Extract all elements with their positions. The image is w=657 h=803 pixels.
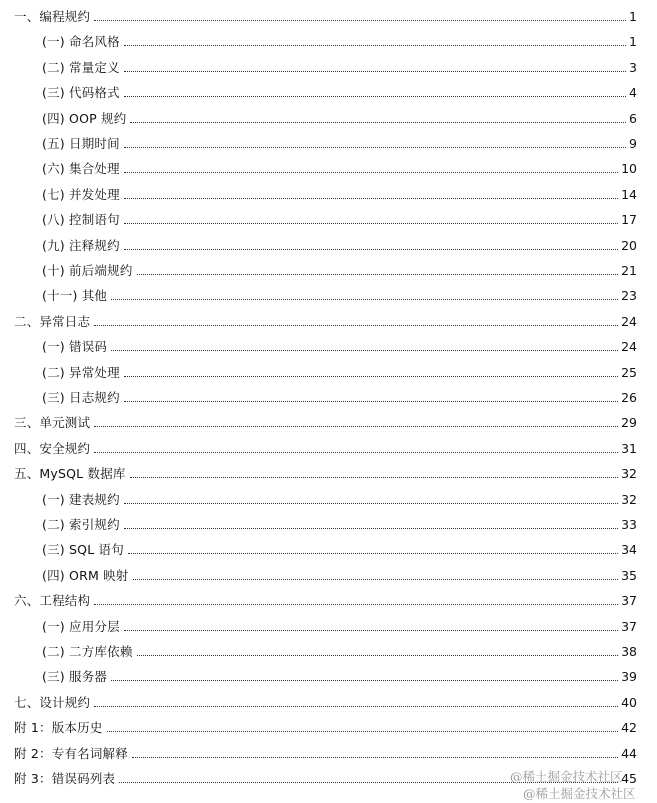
toc-entry-page-number: 33 <box>621 517 637 532</box>
toc-entry[interactable] <box>42 56 637 76</box>
toc-entry-title: (二) 索引规约 <box>42 517 120 532</box>
toc-entry[interactable] <box>42 157 637 177</box>
toc-dot-leader <box>124 146 626 148</box>
toc-entry-title: (一) 错误码 <box>42 339 108 355</box>
toc-entry-page-number: 32 <box>621 491 637 507</box>
toc-dot-leader <box>124 197 618 199</box>
toc-entry[interactable] <box>42 564 637 584</box>
toc-entry-page-number: 39 <box>621 669 637 685</box>
toc-entry-title: (一) 命名风格 <box>42 34 120 50</box>
toc-entry-title: 附 3：错误码列表 <box>14 771 116 786</box>
toc-entry[interactable] <box>42 183 637 203</box>
toc-entry-page-number: 29 <box>621 415 637 431</box>
toc-entry-title: 附 2：专有名词解释 <box>14 745 128 761</box>
toc-entry-page-number: 32 <box>621 466 637 482</box>
toc-entry-page-number: 1 <box>629 34 637 50</box>
toc-entry-page-number: 6 <box>629 110 637 126</box>
toc-entry-title: 七、设计规约 <box>14 694 91 710</box>
toc-dot-leader <box>124 629 618 631</box>
toc-dot-leader <box>111 679 618 681</box>
toc-entry-page-number: 14 <box>621 186 637 202</box>
toc-entry[interactable] <box>42 361 637 381</box>
toc-entry-page-number: 38 <box>621 644 637 659</box>
toc-entry-page-number: 1 <box>629 9 637 24</box>
toc-entry-page-number: 21 <box>621 263 637 278</box>
toc-entry-page-number: 31 <box>621 440 637 456</box>
toc-dot-leader <box>124 44 626 46</box>
toc-dot-leader <box>124 222 618 224</box>
toc-entry-title: (一) 应用分层 <box>42 618 120 634</box>
toc-entry[interactable] <box>42 234 637 254</box>
toc-entry-page-number: 24 <box>621 339 637 355</box>
toc-entry[interactable] <box>42 615 637 635</box>
toc-entry-title: (九) 注释规约 <box>42 237 120 253</box>
toc-entry-page-number: 24 <box>621 313 637 329</box>
toc-entry-page-number: 45 <box>621 771 637 786</box>
toc-dot-leader <box>128 552 618 554</box>
toc-dot-leader <box>94 324 618 326</box>
toc-entry-title: 附 1：版本历史 <box>14 720 103 736</box>
toc-entry-title: 六、工程结构 <box>14 593 91 609</box>
toc-dot-leader <box>124 400 618 402</box>
watermark-text: @稀土掘金技术社区 <box>510 769 623 784</box>
toc-entry-page-number: 37 <box>621 618 637 634</box>
toc-entry-title: (三) 代码格式 <box>42 85 120 101</box>
toc-entry[interactable] <box>14 589 637 609</box>
toc-entry-title: (八) 控制语句 <box>42 212 120 228</box>
toc-entry-title: (二) 异常处理 <box>42 364 120 380</box>
toc-dot-leader <box>124 375 618 377</box>
toc-entry-title: (四) ORM 映射 <box>42 567 129 583</box>
toc-entry-page-number: 44 <box>621 745 637 761</box>
toc-entry[interactable] <box>42 107 637 127</box>
toc-entry-title: 五、MySQL 数据库 <box>14 466 126 482</box>
toc-entry-page-number: 34 <box>621 542 637 558</box>
toc-dot-leader <box>94 603 618 605</box>
toc-entry[interactable] <box>42 513 637 533</box>
toc-entry[interactable] <box>42 665 637 685</box>
toc-entry-page-number: 23 <box>621 288 637 304</box>
toc-entry-title: 四、安全规约 <box>14 440 91 456</box>
toc-entry-title: (十) 前后端规约 <box>42 263 133 278</box>
toc-dot-leader <box>137 654 619 656</box>
toc-entry-page-number: 9 <box>629 136 637 151</box>
toc-entry-title: (三) SQL 语句 <box>42 542 124 558</box>
toc-entry[interactable] <box>14 691 637 711</box>
toc-dot-leader <box>111 298 618 300</box>
toc-entry-title: (三) 日志规约 <box>42 390 120 405</box>
toc-entry[interactable] <box>14 437 637 457</box>
toc-entry-page-number: 20 <box>621 237 637 253</box>
toc-dot-leader <box>111 349 618 351</box>
toc-dot-leader <box>94 425 618 427</box>
toc-entry[interactable] <box>42 208 637 228</box>
toc-entry-page-number: 3 <box>629 59 637 75</box>
toc-entry-page-number: 10 <box>621 161 637 177</box>
toc-dot-leader <box>94 19 626 21</box>
toc-entry[interactable] <box>14 742 637 762</box>
toc-entry[interactable] <box>42 284 637 304</box>
toc-entry-page-number: 4 <box>629 85 637 101</box>
toc-entry-title: (五) 日期时间 <box>42 136 120 151</box>
toc-entry-page-number: 42 <box>621 720 637 736</box>
watermark-text-secondary: @稀土掘金技术社区 <box>523 786 636 801</box>
toc-entry-title: 三、单元测试 <box>14 415 91 431</box>
toc-entry[interactable] <box>42 640 637 660</box>
toc-dot-leader <box>124 527 618 529</box>
toc-entry[interactable] <box>42 538 637 558</box>
toc-entry[interactable] <box>42 386 637 406</box>
toc-entry-title: (二) 常量定义 <box>42 59 120 75</box>
toc-entry-title: (一) 建表规约 <box>42 491 120 507</box>
toc-entry-page-number: 25 <box>621 364 637 380</box>
toc-dot-leader <box>124 95 626 97</box>
toc-entry-title: (二) 二方库依赖 <box>42 644 133 659</box>
toc-dot-leader <box>132 756 618 758</box>
toc-entry-title: 一、编程规约 <box>14 9 91 24</box>
toc-entry-page-number: 35 <box>621 567 637 583</box>
toc-entry-page-number: 37 <box>621 593 637 609</box>
toc-dot-leader <box>124 248 618 250</box>
toc-dot-leader <box>137 273 619 275</box>
toc-entry-page-number: 17 <box>621 212 637 228</box>
toc-entry[interactable] <box>42 81 637 101</box>
toc-entry[interactable] <box>42 30 637 50</box>
toc-dot-leader <box>124 70 626 72</box>
toc-entry-title: 二、异常日志 <box>14 313 91 329</box>
toc-dot-leader <box>124 171 618 173</box>
toc-dot-leader <box>130 121 626 123</box>
toc-entry[interactable] <box>42 488 637 508</box>
toc-entry[interactable] <box>14 411 637 431</box>
toc-entry-title: (十一) 其他 <box>42 288 108 304</box>
toc-dot-leader <box>94 705 618 707</box>
toc-entry-page-number: 26 <box>621 390 637 405</box>
toc-entry-page-number: 40 <box>621 694 637 710</box>
toc-entry[interactable] <box>42 335 637 355</box>
toc-entry[interactable] <box>14 462 637 482</box>
toc-entry[interactable] <box>42 132 637 152</box>
toc-entry[interactable] <box>42 259 637 279</box>
toc-entry-title: (三) 服务器 <box>42 669 108 685</box>
toc-dot-leader <box>94 451 618 453</box>
toc-dot-leader <box>130 476 619 478</box>
toc-entry-title: (四) OOP 规约 <box>42 110 127 126</box>
toc-entry[interactable] <box>14 5 637 25</box>
toc-dot-leader <box>124 502 618 504</box>
toc-dot-leader <box>107 730 619 732</box>
toc-dot-leader <box>133 578 619 580</box>
toc-entry[interactable] <box>14 310 637 330</box>
toc-entry-title: (七) 并发处理 <box>42 186 120 202</box>
toc-entry-title: (六) 集合处理 <box>42 161 120 177</box>
toc-entry[interactable] <box>14 716 637 736</box>
